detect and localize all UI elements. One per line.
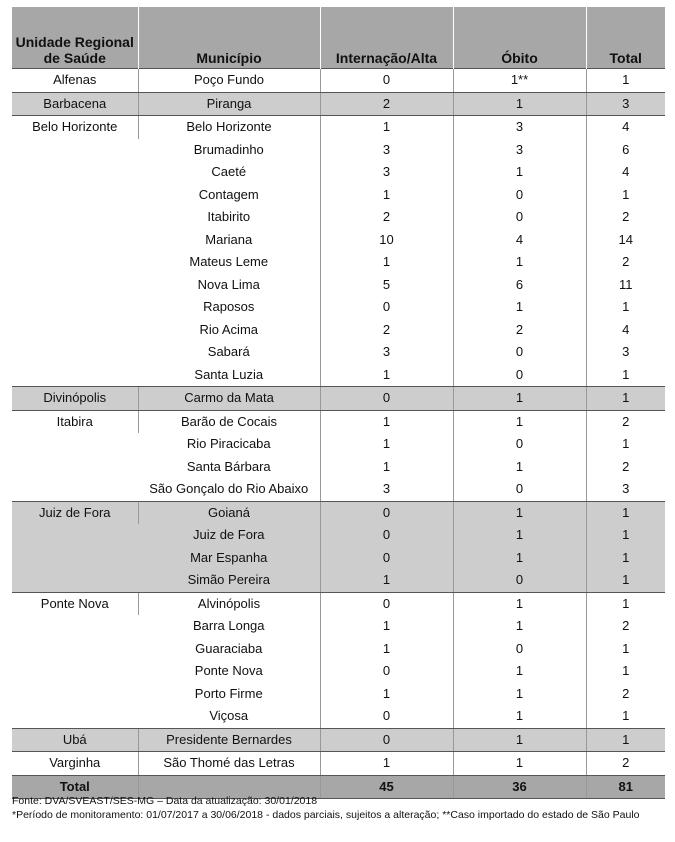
total-cell: 6 bbox=[586, 139, 665, 162]
deaths-cell: 1 bbox=[453, 410, 586, 433]
municipality-cell: São Thomé das Letras bbox=[138, 752, 320, 776]
deaths-cell: 1 bbox=[453, 660, 586, 683]
deaths-cell: 1 bbox=[453, 683, 586, 706]
table-row bbox=[12, 69, 665, 93]
total-cell: 11 bbox=[586, 274, 665, 297]
deaths-cell: 0 bbox=[453, 341, 586, 364]
deaths-cell: 1 bbox=[453, 161, 586, 184]
data-table-container bbox=[12, 7, 665, 799]
region-cell: Ubá bbox=[12, 728, 138, 752]
deaths-cell: 1 bbox=[453, 92, 586, 116]
hospitalization-cell: 1 bbox=[320, 638, 453, 661]
municipality-cell: Goianá bbox=[138, 501, 320, 524]
header-region: Unidade Regional de Saúde bbox=[12, 7, 138, 69]
municipality-cell: Carmo da Mata bbox=[138, 387, 320, 411]
hospitalization-cell: 3 bbox=[320, 478, 453, 501]
table-row bbox=[12, 752, 665, 776]
municipality-cell: Porto Firme bbox=[194, 685, 263, 701]
deaths-cell: 3 bbox=[453, 139, 586, 162]
municipality-cell: Alvinópolis bbox=[138, 592, 320, 615]
header-hospitalization: Internação/Alta bbox=[320, 7, 453, 69]
region-cell: Alfenas bbox=[12, 69, 138, 93]
total-cell: 1 bbox=[586, 547, 665, 570]
hospitalization-cell: 0 bbox=[320, 296, 453, 319]
municipality-cell: Simão Pereira bbox=[138, 569, 320, 592]
total-cell: 1 bbox=[586, 592, 665, 615]
municipality-cell: Santa Luzia bbox=[138, 364, 320, 387]
total-cell: 1 bbox=[586, 660, 665, 683]
total-cell: 1 bbox=[586, 524, 665, 547]
region-cell: Juiz de Fora bbox=[12, 501, 138, 592]
total-cell: 1 bbox=[586, 387, 665, 411]
deaths-cell: 1 bbox=[453, 592, 586, 615]
total-cell: 1 bbox=[586, 501, 665, 524]
municipality-cell: Ponte Nova bbox=[194, 663, 263, 679]
hospitalization-cell: 1 bbox=[320, 683, 453, 706]
deaths-cell: 0 bbox=[453, 364, 586, 387]
total-cell: 1 bbox=[586, 433, 665, 456]
deaths-cell: 2 bbox=[453, 319, 586, 342]
total-cell: 3 bbox=[586, 341, 665, 364]
table-row bbox=[12, 501, 665, 524]
total-cell: 3 bbox=[586, 478, 665, 501]
deaths-cell: 1 bbox=[453, 501, 586, 524]
total-cell: 14 bbox=[586, 229, 665, 252]
total-cell: 2 bbox=[586, 206, 665, 229]
deaths-cell: 1 bbox=[453, 524, 586, 547]
table-row bbox=[12, 728, 665, 752]
hospitalization-cell: 0 bbox=[320, 728, 453, 752]
municipality-cell: Rio Acima bbox=[199, 321, 259, 337]
hospitalization-cell: 1 bbox=[320, 456, 453, 479]
hospitalization-cell: 2 bbox=[320, 92, 453, 116]
municipality-cell: Rio Piracicaba bbox=[186, 436, 271, 452]
total-cell: 1 bbox=[586, 638, 665, 661]
hospitalization-cell: 0 bbox=[320, 705, 453, 728]
total-label: Total bbox=[12, 775, 138, 799]
total-cell: 4 bbox=[586, 319, 665, 342]
municipality-cell: Mar Espanha bbox=[138, 547, 320, 570]
hospitalization-cell: 0 bbox=[320, 69, 453, 93]
municipality-cell: Sabará bbox=[207, 344, 250, 360]
municipality-cell: Mariana bbox=[205, 231, 253, 247]
deaths-cell: 1** bbox=[453, 69, 586, 93]
total-cell: 1 bbox=[586, 69, 665, 93]
total-cell: 2 bbox=[586, 410, 665, 433]
municipality-cell: Belo Horizonte bbox=[138, 116, 320, 139]
municipality-cell: São Gonçalo do Rio Abaixo bbox=[138, 478, 320, 501]
deaths-cell: 4 bbox=[453, 229, 586, 252]
hospitalization-cell: 0 bbox=[320, 660, 453, 683]
hospitalization-cell: 1 bbox=[320, 251, 453, 274]
deaths-cell: 0 bbox=[453, 638, 586, 661]
hospitalization-cell: 1 bbox=[320, 752, 453, 776]
total-deaths: 36 bbox=[453, 775, 586, 799]
region-cell: Itabira bbox=[12, 410, 138, 501]
hospitalization-cell: 0 bbox=[320, 524, 453, 547]
table-row bbox=[12, 592, 665, 615]
deaths-cell: 0 bbox=[453, 478, 586, 501]
hospitalization-cell: 3 bbox=[320, 139, 453, 162]
hospitalization-cell: 2 bbox=[320, 319, 453, 342]
header-deaths: Óbito bbox=[453, 7, 586, 69]
hospitalization-cell: 1 bbox=[320, 410, 453, 433]
municipality-cell: Mateus Leme bbox=[189, 254, 269, 270]
table-row bbox=[12, 410, 665, 433]
deaths-cell: 1 bbox=[453, 296, 586, 319]
deaths-cell: 1 bbox=[453, 728, 586, 752]
region-cell: Varginha bbox=[12, 752, 138, 776]
footnotes bbox=[12, 794, 665, 822]
hospitalization-cell: 1 bbox=[320, 433, 453, 456]
municipality-cell: Barão de Cocais bbox=[138, 410, 320, 433]
deaths-cell: 0 bbox=[453, 206, 586, 229]
hospitalization-cell: 0 bbox=[320, 592, 453, 615]
total-cell: 1 bbox=[586, 705, 665, 728]
hospitalization-cell: 1 bbox=[320, 116, 453, 139]
header-row bbox=[12, 7, 665, 69]
source-note: Fonte: DVA/SVEAST/SES-MG – Data da atualização: 30/01/2018 bbox=[12, 795, 318, 807]
hospitalization-cell: 1 bbox=[320, 184, 453, 207]
deaths-cell: 1 bbox=[453, 387, 586, 411]
hospitalization-cell: 2 bbox=[320, 206, 453, 229]
total-cell: 4 bbox=[586, 161, 665, 184]
total-cell: 1 bbox=[586, 728, 665, 752]
table-row bbox=[12, 387, 665, 411]
municipality-cell: Juiz de Fora bbox=[138, 524, 320, 547]
total-cell: 2 bbox=[586, 752, 665, 776]
deaths-cell: 0 bbox=[453, 433, 586, 456]
header-total: Total bbox=[586, 7, 665, 69]
region-cell: Belo Horizonte bbox=[12, 116, 138, 387]
hospitalization-cell: 3 bbox=[320, 161, 453, 184]
table-body bbox=[12, 69, 665, 776]
deaths-cell: 1 bbox=[453, 547, 586, 570]
municipality-cell: Itabirito bbox=[207, 209, 251, 225]
hospitalization-cell: 1 bbox=[320, 364, 453, 387]
hospitalization-cell: 0 bbox=[320, 501, 453, 524]
region-cell: Barbacena bbox=[12, 92, 138, 116]
deaths-cell: 1 bbox=[453, 251, 586, 274]
hospitalization-cell: 0 bbox=[320, 387, 453, 411]
total-cell: 2 bbox=[586, 615, 665, 638]
header-municipality: Município bbox=[138, 7, 320, 69]
total-cell: 1 bbox=[586, 296, 665, 319]
hospitalization-cell: 5 bbox=[320, 274, 453, 297]
municipality-cell: Caeté bbox=[211, 164, 247, 180]
deaths-cell: 0 bbox=[453, 569, 586, 592]
deaths-cell: 6 bbox=[453, 274, 586, 297]
municipality-cell: Barra Longa bbox=[192, 618, 265, 634]
region-cell: Divinópolis bbox=[12, 387, 138, 411]
period-note: *Período de monitoramento: 01/07/2017 a 30/06/2018 - dados parciais, sujeitos a alteração; **Caso importado do estado de São Paulo bbox=[12, 809, 640, 821]
table-row bbox=[12, 116, 665, 139]
deaths-cell: 1 bbox=[453, 615, 586, 638]
total-sum: 81 bbox=[586, 775, 665, 799]
total-cell: 1 bbox=[586, 364, 665, 387]
municipality-cell: Presidente Bernardes bbox=[138, 728, 320, 752]
hospitalization-cell: 1 bbox=[320, 569, 453, 592]
municipality-cell: Brumadinho bbox=[193, 141, 264, 157]
municipality-cell: Poço Fundo bbox=[138, 69, 320, 93]
region-cell: Ponte Nova bbox=[12, 592, 138, 728]
total-cell: 4 bbox=[586, 116, 665, 139]
municipality-cell: Guaraciaba bbox=[195, 640, 263, 656]
deaths-cell: 1 bbox=[453, 705, 586, 728]
hospitalization-cell: 10 bbox=[320, 229, 453, 252]
municipality-cell: Nova Lima bbox=[197, 276, 260, 292]
total-cell: 2 bbox=[586, 683, 665, 706]
deaths-cell: 1 bbox=[453, 456, 586, 479]
municipality-cell: Raposos bbox=[203, 299, 255, 315]
deaths-cell: 3 bbox=[453, 116, 586, 139]
hospitalization-cell: 3 bbox=[320, 341, 453, 364]
total-cell: 2 bbox=[586, 456, 665, 479]
hospitalization-cell: 1 bbox=[320, 615, 453, 638]
total-cell: 1 bbox=[586, 569, 665, 592]
total-cell: 1 bbox=[586, 184, 665, 207]
cases-table bbox=[12, 7, 665, 799]
municipality-cell: Piranga bbox=[138, 92, 320, 116]
deaths-cell: 1 bbox=[453, 752, 586, 776]
municipality-cell: Viçosa bbox=[138, 705, 320, 728]
deaths-cell: 0 bbox=[453, 184, 586, 207]
municipality-cell: Contagem bbox=[198, 186, 259, 202]
municipality-cell: Santa Bárbara bbox=[186, 458, 271, 474]
total-cell: 3 bbox=[586, 92, 665, 116]
hospitalization-cell: 0 bbox=[320, 547, 453, 570]
table-row bbox=[12, 92, 665, 116]
total-cell: 2 bbox=[586, 251, 665, 274]
total-hospitalization: 45 bbox=[320, 775, 453, 799]
